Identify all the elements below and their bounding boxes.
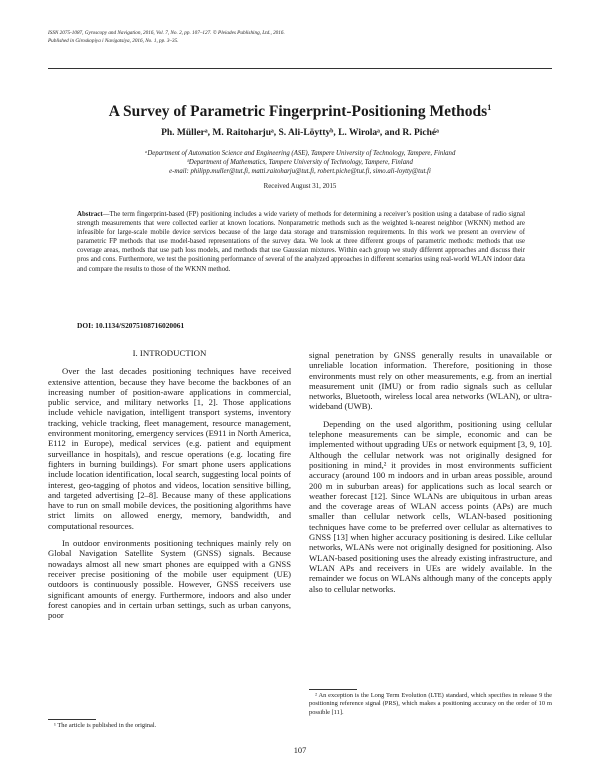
journal-header-line-2: Published in Giroskopiya i Navigatsiya, 2016, No. 1, pp. 3–35. [48,38,179,44]
paper-title [0,103,600,121]
right-column [309,350,552,601]
paragraph: signal penetration by GNSS generally results in unavailable or unreliable location information. Therefore, positioning in those environments must rely on other measurements, e.g. from an inertial measurement unit (IMU) or from radio signals such as cellular networks, Bluetooth, wireless local area networks (WLAN), or ultra-wideband (UWB). [309,350,552,412]
affiliations [0,150,600,176]
doi-label: DOI: [77,321,94,330]
paragraph: Depending on the used algorithm, positioning using cellular telephone measurements can be simple, economic and can be implemented without upgrading UEs or network equipment [3, 9, 10]. Although the cellular network was not originally designed for positioning in mind,² it provides in most environments sufficient accuracy (around 100 m indoors and in urban areas possible, around 200 m in suburban areas) for applications such as local search or weather forecast [12]. Since WLANs are ubiquitous in urban areas and the coverage areas of WLAN access points (APs) are much smaller than cellular network cells, WLAN-based positioning techniques have come to be preferred over cellular as alternatives to GNSS [13] when higher accuracy positioning is desired. Like cellular networks, WLANs were not originally designed for positioning. Also WLAN-based positioning uses the already existing infrastructure, and WLAN APs and receivers in UEs are widely available. In the remainder we focus on WLANs although many of the concepts apply also to cellular networks. [309,418,552,594]
footnote-2-text: ² An exception is the Long Term Evolution (LTE) standard, which specifies in release 9 the positioning reference signal (PRS), which makes a positioning accuracy on the order of 10 m possible [11]. [309,692,552,716]
page-number: 107 [293,746,307,755]
author-emails: e-mail: philipp.muller@tut.fi, matti.raitoharju@tut.fi, robert.piche@tut.fi, simo.ali-loytty@tut.fi [169,167,431,175]
affiliation-b: ᵇDepartment of Mathematics, Tampere University of Technology, Tampere, Finland [187,158,413,166]
affiliation-a: ᵃDepartment of Automation Science and Engineering (ASE), Tampere University of Technology, Tampere, Finland [144,150,456,157]
footnote-rule-right [309,689,357,690]
doi [77,321,184,330]
journal-header [48,29,285,45]
author-list: Ph. Müllerᵃ, M. Raitoharjuᵃ, S. Ali-Löyttyᵇ, L. Wirolaᵃ, and R. Pichéᵃ [161,128,439,138]
paragraph: Over the last decades positioning techniques have received extensive attention, because they have become the backbones of an increasing number of position-aware applications in commercial, public service, and military networks [1, 2]. Those applications include vehicle navigation, intelligent transport systems, inventory tracking, vehicle tracking, fleet management, resource management, environment monitoring, emergency services (E911 in North America, E112 in Europe), medical services (e.g. patient and equipment surveillance in hospitals), and rescue operations (e.g. locating fire fighters in burning buildings). For smart phone users applications include location identification, local search, suggesting local points of interest, geo-tagging of photos and videos, location sensitive billing, and targeted advertising [2–8]. Because many of these applications have to run on small mobile devices, the positioning algorithms have strict limits on allowed energy, memory, bandwidth, and computational resources. [48,366,291,531]
journal-header-line-1: ISSN 2075-1087, Gyroscopy and Navigation, 2016, Vol. 7, No. 2, pp. 107–127. © Pleiades Publishing, Ltd., 2016. [48,30,285,36]
footnote-1 [48,722,291,730]
footnote-1-text: ¹ The article is published in the original. [54,722,157,729]
left-column [48,348,291,627]
paragraph: In outdoor environments positioning techniques mainly rely on Global Navigation Satellite System (GNSS) signals. Because nowadays almost all new smart phones are equipped with a GNSS receiver precise positioning of the mobile user equipment (UE) outdoors is continuously possible. However, GNSS receivers use significant amounts of energy. Furthermore, indoors and also under forest canopies and in certain urban settings, such as urban canyons, poor [48,538,291,621]
doi-value: 10.1134/S2075108716020061 [95,321,185,330]
abstract-label: Abstract [77,211,103,218]
paper-title-text: A Survey of Parametric Fingerprint-Positioning Methods [108,103,488,121]
footnote-2 [309,692,552,717]
received-date: Received August 31, 2015 [263,183,337,190]
abstract [77,210,525,274]
title-footnote-mark: 1 [487,103,492,112]
abstract-text: —The term fingerprint-based (FP) positioning includes a wide variety of methods for determining a receiver’s position using a database of radio signal strength measurements that were collected earlier at known locations. Nonparametric methods such as the weighted k-nearest neighbor (WKNN) method are infeasible for large-scale mobile device services because of the large data storage and transmission requirements. In this work we present an overview of parametric FP methods that use model-based representations of the survey data. We look at three different groups of parametric methods: methods that use coverage areas, methods that use path loss models, and methods that use Gaussian mixtures. Within each group we study different approaches and discuss their pros and cons. Furthermore, we test the positioning performance of several of the analyzed approaches in different scenarios using real-world WLAN indoor data and compare the results to those of the WKNN method. [77,211,525,273]
section-heading: I. INTRODUCTION [132,348,207,358]
footnote-rule-left [48,719,96,720]
header-rule [48,68,552,69]
